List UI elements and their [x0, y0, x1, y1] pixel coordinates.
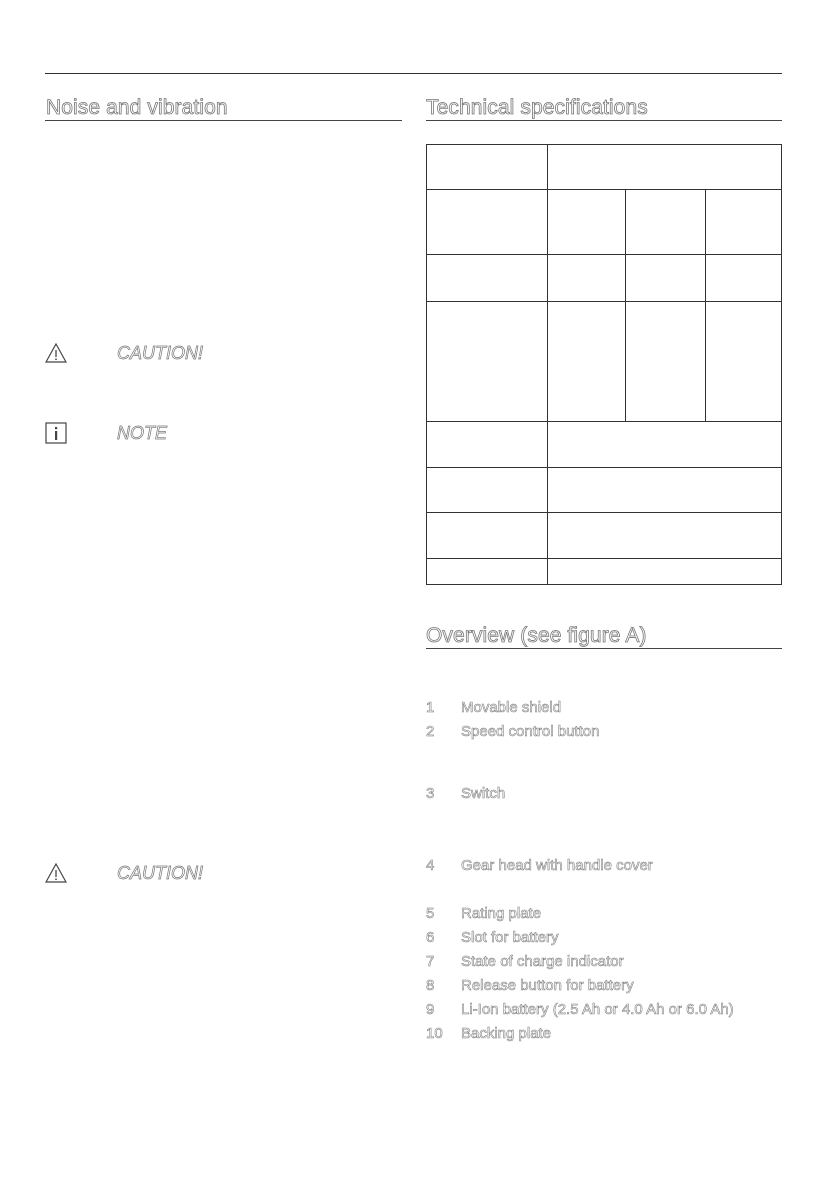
- table-cell: [626, 190, 706, 255]
- table-cell: [626, 255, 706, 302]
- table-cell: [427, 559, 548, 585]
- note-notice: [45, 422, 168, 444]
- table-row: [427, 513, 782, 559]
- table-cell: [547, 422, 781, 468]
- table-cell: [706, 255, 782, 302]
- caution-label: CAUTION!: [117, 342, 204, 363]
- section-rule-specs: [426, 120, 782, 121]
- table-cell: [547, 302, 626, 422]
- section-title-specs: Technical specifications: [426, 96, 648, 119]
- table-cell: [427, 422, 548, 468]
- table-row: [427, 302, 782, 422]
- table-cell: [427, 513, 548, 559]
- table-cell: [427, 145, 548, 190]
- table-cell: [427, 302, 548, 422]
- table-cell: [547, 190, 626, 255]
- table-cell: [547, 468, 781, 513]
- table-row: [427, 145, 782, 190]
- table-cell: [706, 302, 782, 422]
- info-icon: [45, 422, 67, 444]
- section-title-noise: Noise and vibration: [46, 96, 228, 119]
- table-cell: [626, 302, 706, 422]
- table-cell: [547, 513, 781, 559]
- section-rule-overview: [426, 648, 782, 649]
- warning-triangle-icon: [45, 342, 67, 364]
- warning-triangle-icon: [45, 862, 67, 884]
- table-row: [427, 559, 782, 585]
- top-rule: [45, 73, 782, 74]
- section-title-overview: Overview (see figure A): [426, 624, 647, 647]
- table-cell: [427, 190, 548, 255]
- table-cell: [427, 255, 548, 302]
- caution-notice-2: [45, 862, 204, 884]
- section-rule-noise: [45, 120, 402, 121]
- note-label: NOTE: [117, 422, 168, 443]
- table-cell: [547, 255, 626, 302]
- table-row: [427, 255, 782, 302]
- caution-label: CAUTION!: [117, 862, 204, 883]
- table-row: [427, 422, 782, 468]
- caution-notice-1: [45, 342, 204, 364]
- table-cell: [547, 559, 781, 585]
- specifications-table: [426, 144, 782, 585]
- table-cell: [547, 145, 781, 190]
- table-cell: [706, 190, 782, 255]
- table-row: [427, 468, 782, 513]
- table-cell: [427, 468, 548, 513]
- table-row: [427, 190, 782, 255]
